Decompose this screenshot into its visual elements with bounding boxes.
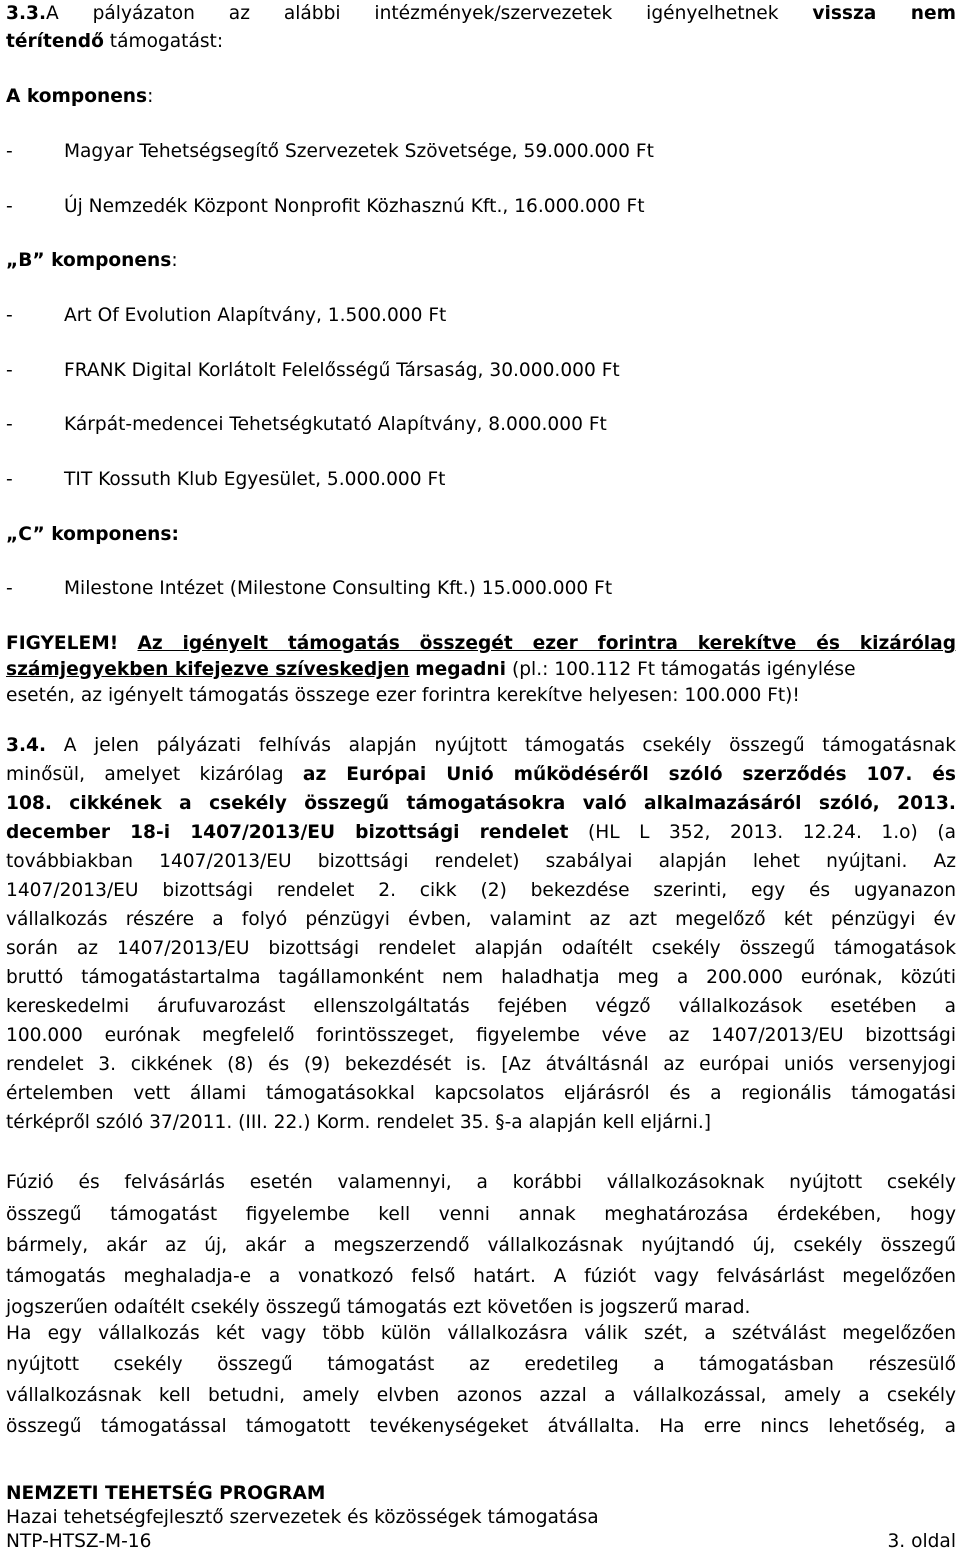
fuzio-line-2: összegű támogatást figyelembe kell venni annak meghatározása érdekében, hogy	[6, 1204, 956, 1225]
section-3-4-line-5: továbbiakban 1407/2013/EU bizottsági rendelet) szabályai alapján lehet nyújtani. Az	[6, 851, 956, 872]
fuzio-line-3: bármely, akár az új, akár a megszerzendő vállalkozásnak nyújtandó új, csekély összegű	[6, 1235, 956, 1256]
fuzio-line-1: Fúzió és felvásárlás esetén valamennyi, a korábbi vállalkozásoknak nyújtott csekély	[6, 1172, 956, 1193]
list-dash: -	[6, 469, 13, 490]
fuzio-line-9: összegű támogatással támogatott tevékenységeket átvállalta. Ha erre nincs lehetőség, a	[6, 1416, 956, 1437]
component-b-item-2-text: FRANK Digital Korlátolt Felelősségű Társaság, 30.000.000 Ft	[64, 360, 620, 381]
notice-underlined-1: Az igényelt támogatás összegét ezer forintra kerekítve és kizárólag	[137, 633, 956, 654]
section-3-4-text-2b: az Európai Unió működéséről szóló szerződés 107. és	[302, 764, 956, 785]
fuzio-line-8: vállalkozásnak kell betudni, amely elvben azonos azzal a vállalkozással, amely a csekély	[6, 1385, 956, 1406]
component-a-colon: :	[147, 86, 154, 107]
component-b-colon: :	[171, 250, 178, 271]
footer-page-number: 3. oldal	[887, 1531, 956, 1552]
section-3-4-line-7: vállalkozás részére a folyó pénzügyi évben, valamint az azt megelőző két pénzügyi év	[6, 909, 956, 930]
list-dash: -	[6, 141, 13, 162]
section-3-4-line-6: 1407/2013/EU bizottsági rendelet 2. cikk (2) bekezdése szerinti, egy és ugyanazon	[6, 880, 956, 901]
section-3-3-intro: A pályázaton az alábbi intézmények/szervezetek igényelhetnek	[46, 3, 779, 24]
fuzio-line-4: támogatás meghaladja-e a vonatkozó felső határt. A fúziót vagy felvásárlást megelőzően	[6, 1266, 956, 1287]
section-3-4-line-12: rendelet 3. cikkének (8) és (9) bekezdését is. [Az átváltásnál az európai uniós versenyjogi	[6, 1054, 956, 1075]
section-3-3-line-1	[6, 3, 956, 25]
notice-line-1	[6, 633, 956, 655]
component-b-item-4-text: TIT Kossuth Klub Egyesület, 5.000.000 Ft	[64, 469, 446, 490]
fuzio-line-5: jogszerűen odaítélt csekély összegű támogatás ezt követően is jogszerű marad.	[6, 1297, 751, 1318]
footer-code: NTP-HTSZ-M-16	[6, 1531, 152, 1552]
component-b-heading	[6, 250, 956, 272]
component-a-heading	[6, 86, 956, 108]
section-3-4-line-2	[6, 764, 956, 786]
list-dash: -	[6, 578, 13, 599]
list-dash: -	[6, 414, 13, 435]
component-c-item-1-text: Milestone Intézet (Milestone Consulting Kft.) 15.000.000 Ft	[64, 578, 613, 599]
notice-example: (pl.: 100.112 Ft támogatás igénylése	[511, 659, 856, 680]
notice-line-2	[6, 659, 956, 681]
footer-program-title: NEMZETI TEHETSÉG PROGRAM	[6, 1483, 326, 1504]
fuzio-line-7: nyújtott csekély összegű támogatást az eredetileg a támogatásban részesülő	[6, 1354, 956, 1375]
section-3-4-line-14: térképről szóló 37/2011. (III. 22.) Korm. rendelet 35. §-a alapján kell eljárni.]	[6, 1112, 712, 1133]
notice-underlined-2: számjegyekben kifejezve szíveskedjen	[6, 659, 410, 680]
section-3-3-line-2	[6, 31, 956, 53]
component-a-item-1-text: Magyar Tehetségsegítő Szervezetek Szövetsége, 59.000.000 Ft	[64, 141, 654, 162]
section-3-4-text-4b: (HL L 352, 2013. 12.24. 1.o) (a	[588, 822, 956, 843]
section-3-3-tail: támogatást:	[109, 31, 224, 52]
component-b-label: „B” komponens	[6, 250, 172, 271]
footer-bottom-row	[6, 1531, 956, 1553]
component-b-item-1-text: Art Of Evolution Alapítvány, 1.500.000 Ft	[64, 305, 447, 326]
section-3-4-text-4a: december 18-i 1407/2013/EU bizottsági rendelet	[6, 822, 569, 843]
list-dash: -	[6, 305, 13, 326]
component-a-item-2-text: Új Nemzedék Központ Nonprofit Közhasznú Kft., 16.000.000 Ft	[64, 196, 645, 217]
section-3-4-number: 3.4.	[6, 735, 47, 756]
notice-bold-word: megadni	[415, 659, 507, 680]
notice-line-3: esetén, az igényelt támogatás összege ezer forintra kerekítve helyesen: 100.000 Ft)!	[6, 685, 800, 706]
component-c-heading: „C” komponens:	[6, 524, 179, 545]
component-b-item-3-text: Kárpát-medencei Tehetségkutató Alapítvány, 8.000.000 Ft	[64, 414, 607, 435]
section-3-4-line-10: kereskedelmi árufuvarozást ellenszolgáltatás fejében végző vállalkozások esetében a	[6, 996, 956, 1017]
section-3-4-line-9: bruttó támogatástartalma tagállamonként nem haladhatja meg a 200.000 eurónak, közúti	[6, 967, 956, 988]
section-3-3-intro-bold: vissza nem	[812, 3, 956, 24]
section-3-4-text-2a: minősül, amelyet kizárólag	[6, 764, 284, 785]
list-dash: -	[6, 360, 13, 381]
list-dash: -	[6, 196, 13, 217]
footer-subtitle: Hazai tehetségfejlesztő szervezetek és közösségek támogatása	[6, 1507, 599, 1528]
section-3-3-number: 3.3.	[6, 3, 47, 24]
notice-warning: FIGYELEM!	[6, 633, 119, 654]
section-3-3-bold-word: térítendő	[6, 31, 104, 52]
section-3-4-text-1: A jelen pályázati felhívás alapján nyújtott támogatás csekély összegű támogatásnak	[63, 735, 956, 756]
fuzio-line-6: Ha egy vállalkozás két vagy több külön vállalkozásra válik szét, a szétválást megelőzően	[6, 1323, 956, 1344]
section-3-4-line-3: 108. cikkének a csekély összegű támogatásokra való alkalmazásáról szóló, 2013.	[6, 793, 956, 814]
section-3-4-line-1	[6, 735, 956, 757]
section-3-4-line-4	[6, 822, 956, 844]
section-3-4-line-8: során az 1407/2013/EU bizottsági rendelet alapján odaítélt csekély összegű támogatások	[6, 938, 956, 959]
component-a-label: A komponens	[6, 86, 148, 107]
section-3-4-line-11: 100.000 eurónak megfelelő forintösszeget, figyelembe véve az 1407/2013/EU bizottsági	[6, 1025, 956, 1046]
section-3-4-line-13: értelemben vett állami támogatásokkal kapcsolatos eljárásról és a regionális támogatási	[6, 1083, 956, 1104]
